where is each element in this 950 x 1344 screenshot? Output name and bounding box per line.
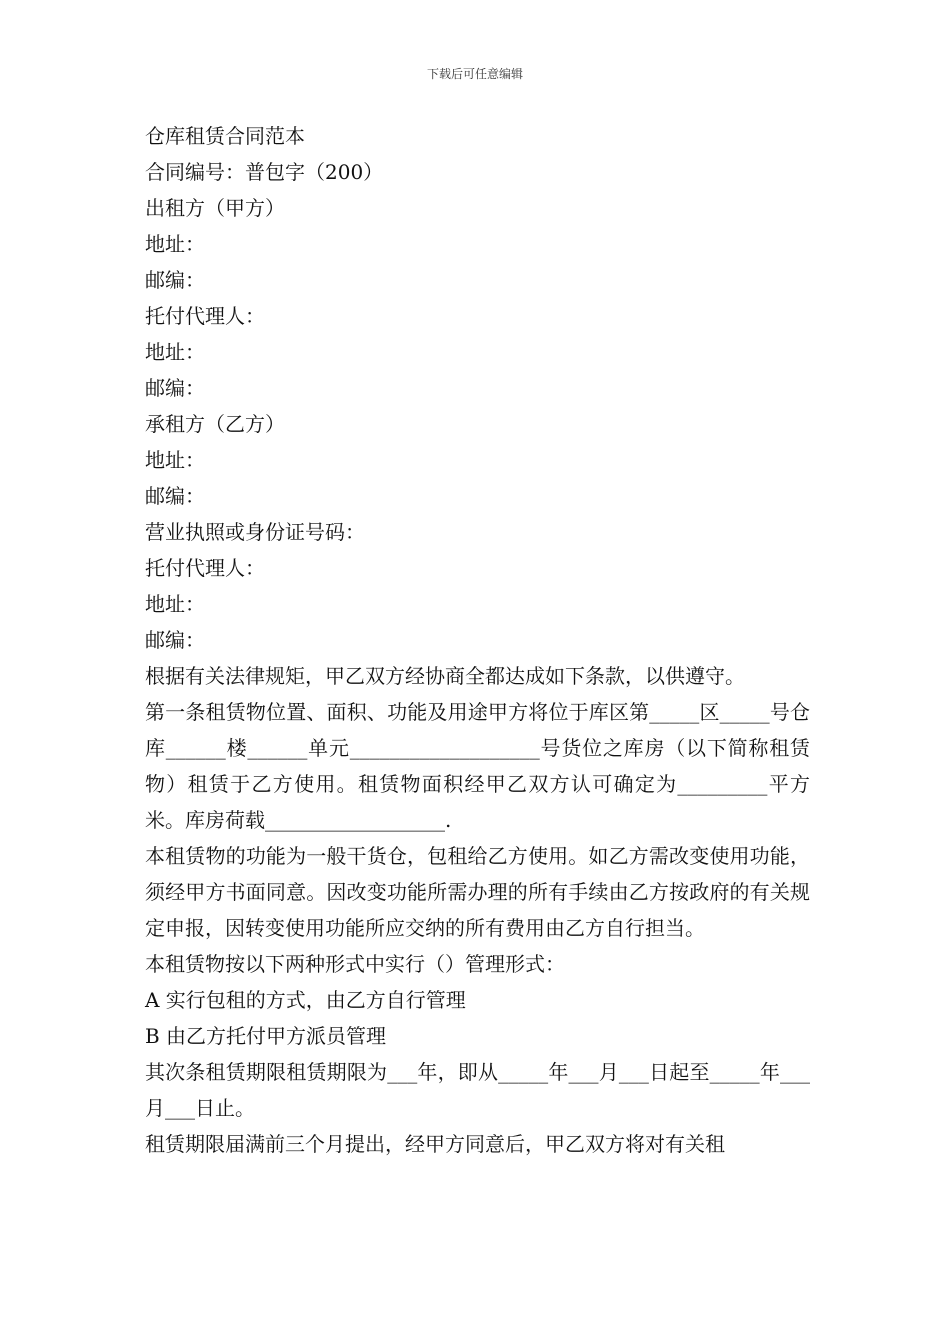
lessee-postcode: 邮编：	[145, 484, 205, 508]
lessor-postcode: 邮编：	[145, 268, 205, 292]
lessee-agent-postcode: 邮编：	[145, 628, 205, 652]
lessor-agent-address: 地址：	[145, 340, 205, 364]
document-title: 仓库租赁合同范本	[145, 124, 305, 148]
lessee-license: 营业执照或身份证号码：	[145, 520, 365, 544]
lessor-address: 地址：	[145, 232, 205, 256]
article-2-renewal-paragraph: 租赁期限届满前三个月提出，经甲方同意后，甲乙双方将对有关租	[145, 1132, 725, 1156]
article-1-function-paragraph: 本租赁物的功能为一般干货仓，包租给乙方使用。如乙方需改变使用功能，须经甲方书面同意。因改变功能所需办理的所有手续由乙方按政府的有关规定申报，因转变使用功能所应交纳的所有费用由乙方自行担当。	[145, 844, 810, 940]
management-option-b: B 由乙方托付甲方派员管理	[145, 1024, 387, 1048]
lessee-address: 地址：	[145, 448, 205, 472]
lessor-label: 出租方（甲方）	[145, 196, 285, 220]
document-body	[145, 118, 810, 1162]
article-1-paragraph: 第一条租赁物位置、面积、功能及用途甲方将位于库区第_____区_____号仓库______楼______单元___________________号货位之库房（以下简称租赁物）租赁于乙方使用。租赁物面积经甲乙双方认可确定为_________平方米。库房荷载__________________.	[145, 700, 810, 832]
management-option-a: A 实行包租的方式，由乙方自行管理	[145, 988, 466, 1012]
management-intro: 本租赁物按以下两种形式中实行（）管理形式：	[145, 952, 565, 976]
lessee-agent: 托付代理人：	[145, 556, 265, 580]
page-header-note: 下载后可任意编辑	[426, 67, 523, 81]
preamble-paragraph: 根据有关法律规矩，甲乙双方经协商全都达成如下条款，以供遵守。	[145, 664, 745, 688]
lessee-agent-address: 地址：	[145, 592, 205, 616]
lessor-agent-postcode: 邮编：	[145, 376, 205, 400]
lessee-label: 承租方（乙方）	[145, 412, 285, 436]
lessor-agent: 托付代理人：	[145, 304, 265, 328]
article-2-paragraph: 其次条租赁期限租赁期限为___年，即从_____年___月___日起至_____年___月___日止。	[145, 1060, 810, 1120]
contract-number: 合同编号：普包字（200）	[145, 160, 384, 184]
